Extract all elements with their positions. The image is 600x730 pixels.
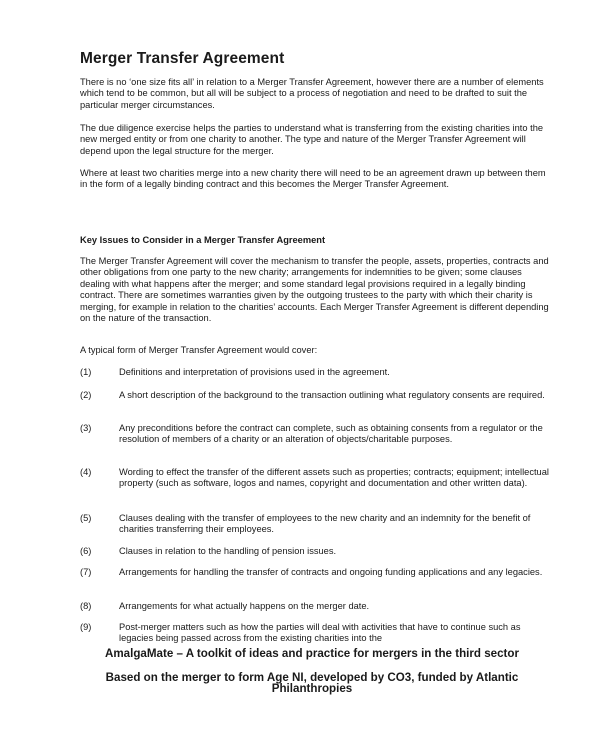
list-item-text: Any preconditions before the contract can complete, such as obtaining consents from a regulator or the resolution of members of a charity or an alteration of objects/charitable purposes. xyxy=(119,423,543,445)
list-item-number: (2) xyxy=(80,390,92,400)
list-item-text: Clauses dealing with the transfer of employees to the new charity and an indemnity for the benefit of charities transferring their employees. xyxy=(119,513,531,535)
footer-toolkit-line: AmalgaMate – A toolkit of ideas and practice for mergers in the third sector xyxy=(104,647,520,660)
list-item-number: (1) xyxy=(80,367,92,377)
list-item-text: Definitions and interpretation of provisions used in the agreement. xyxy=(119,367,390,377)
intro-paragraph: There is no ‘one size fits all’ in relation to a Merger Transfer Agreement, however there are a number of elements which tend to be common, but all will be subject to a process of negotiation and need to be drafted to suit the particular merger circumstances. xyxy=(80,77,544,110)
list-item-text: Arrangements for handling the transfer of contracts and ongoing funding applications and any legacies. xyxy=(119,567,543,577)
section-heading: Key Issues to Consider in a Merger Transfer Agreement xyxy=(80,235,326,245)
list-item-number: (3) xyxy=(80,423,92,433)
document-title: Merger Transfer Agreement xyxy=(80,50,285,67)
list-item-number: (8) xyxy=(80,601,92,611)
footer-credit-line: Based on the merger to form Age NI, developed by CO3, funded by Atlantic Philanthropies xyxy=(105,670,519,696)
intro-paragraph: Where at least two charities merge into a new charity there will need to be an agreement drawn up between them in the form of a legally binding contract and this becomes the Merger Transfer Agreement. xyxy=(80,168,546,190)
list-item-text: A short description of the background to the transaction outlining what regulatory consents are required. xyxy=(119,390,545,400)
list-item-number: (6) xyxy=(80,546,92,556)
list-item-number: (7) xyxy=(80,567,92,577)
document-footer xyxy=(70,648,554,695)
list-item-text: Wording to effect the transfer of the different assets such as properties; contracts; equipment; intellectual property (such as software, logos and names, copyright and documentation and other written data). xyxy=(119,467,549,489)
section-paragraph: The Merger Transfer Agreement will cover the mechanism to transfer the people, assets, properties, contracts and other obligations from one party to the new charity; arrangements for indemnities to be given; some clauses dealing with what happens after the merger; and some standard legal provisions required in a legally binding contract. There are sometimes warranties given by the outgoing trustees to the party with which their charity is merging, for example in relation to the charities’ accounts. Each Merger Transfer Agreement is different depending on the nature of the transaction. xyxy=(80,256,549,324)
list-item-number: (5) xyxy=(80,513,92,523)
intro-paragraph: The due diligence exercise helps the parties to understand what is transferring from the existing charities into the new merged entity or from one charity to another. The type and nature of the Merger Transfer Agreement will depend upon the legal structure for the merger. xyxy=(80,123,544,156)
list-item-number: (9) xyxy=(80,622,92,632)
section-paragraph: A typical form of Merger Transfer Agreement would cover: xyxy=(80,345,318,355)
list-item-text: Post-merger matters such as how the parties will deal with activities that have to continue such as legacies being passed across from the existing charities into the xyxy=(119,622,521,644)
list-item-text: Clauses in relation to the handling of pension issues. xyxy=(119,546,337,556)
list-item-text: Arrangements for what actually happens on the merger date. xyxy=(119,601,370,611)
list-item-number: (4) xyxy=(80,467,92,477)
